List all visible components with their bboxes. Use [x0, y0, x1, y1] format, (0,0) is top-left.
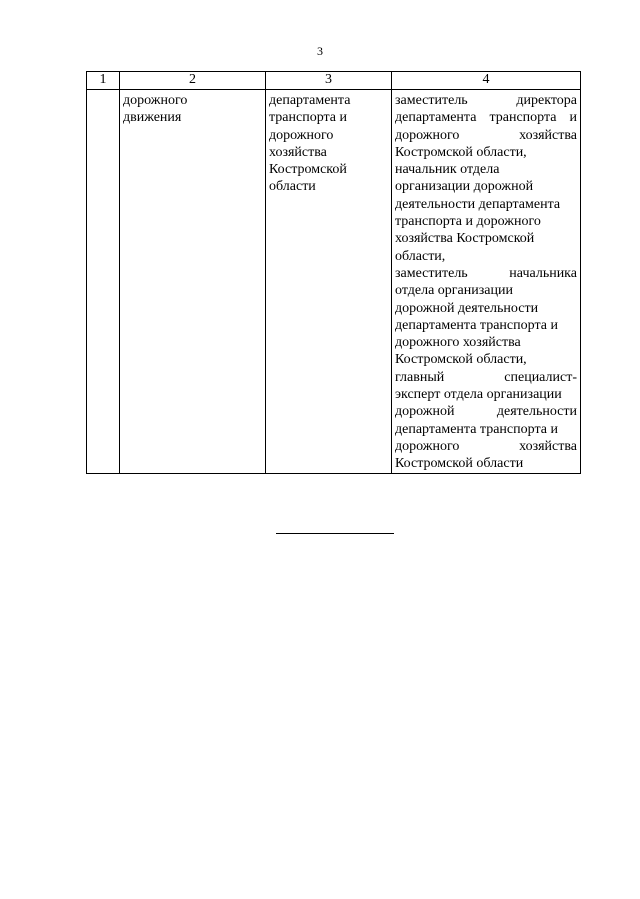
cell-col3-line: транспорта и	[269, 110, 348, 126]
cell-col1	[87, 90, 120, 474]
cell-col3	[266, 90, 392, 474]
cell-col4-line: транспорта и дорожного	[395, 214, 541, 230]
table-header-row	[87, 72, 581, 90]
cell-col3-line: области	[269, 179, 316, 195]
cell-col4-line: департамента транспорта и	[395, 421, 558, 437]
cell-col4-line: дорожного хозяйства	[395, 335, 521, 351]
cell-col3-line: хозяйства	[269, 144, 327, 160]
cell-col4-line: Костромской области	[395, 456, 524, 472]
column-header-4: 4	[392, 72, 581, 90]
cell-col4-line: начальник отдела	[395, 162, 500, 178]
cell-col4-line: заместитель начальника	[395, 265, 577, 281]
cell-col4-line: дорожной деятельности	[395, 300, 539, 316]
cell-col3-line: дорожного	[269, 127, 334, 143]
cell-col4-line: деятельности департамента	[395, 196, 561, 212]
cell-col4-line: департамента транспорта и	[395, 317, 558, 333]
cell-col4-line: Костромской области,	[395, 144, 527, 160]
cell-col3-line: Костромской	[269, 162, 347, 178]
cell-col2	[120, 90, 266, 474]
cell-col4-line: дорожного хозяйства	[395, 127, 577, 143]
document-table	[86, 71, 581, 474]
page-number: 3	[317, 44, 323, 58]
cell-col4-line: хозяйства Костромской	[395, 231, 535, 247]
column-header-2: 2	[120, 72, 266, 90]
table-row	[87, 90, 581, 474]
column-header-1: 1	[87, 72, 120, 90]
cell-col4-line: главный специалист-	[395, 369, 577, 385]
cell-col2-line: движения	[123, 110, 182, 126]
column-header-3: 3	[266, 72, 392, 90]
cell-col3-line: департамента	[269, 93, 351, 108]
cell-col4-line: области,	[395, 248, 446, 264]
cell-col2-line: дорожного	[123, 93, 188, 108]
cell-col4-line: Костромской области,	[395, 352, 527, 368]
cell-col4-line: отдела организации	[395, 283, 513, 299]
cell-col4-line: эксперт отдела организации	[395, 387, 562, 403]
cell-col4-line: дорожной деятельности	[395, 404, 577, 420]
cell-col4-line: дорожного хозяйства	[395, 438, 577, 454]
cell-col4-line: департамента транспорта и	[395, 110, 577, 126]
cell-col4	[392, 90, 581, 474]
cell-col4-line: организации дорожной	[395, 179, 534, 195]
cell-col4-line: заместитель директора	[395, 93, 577, 108]
end-rule-divider	[276, 533, 394, 534]
